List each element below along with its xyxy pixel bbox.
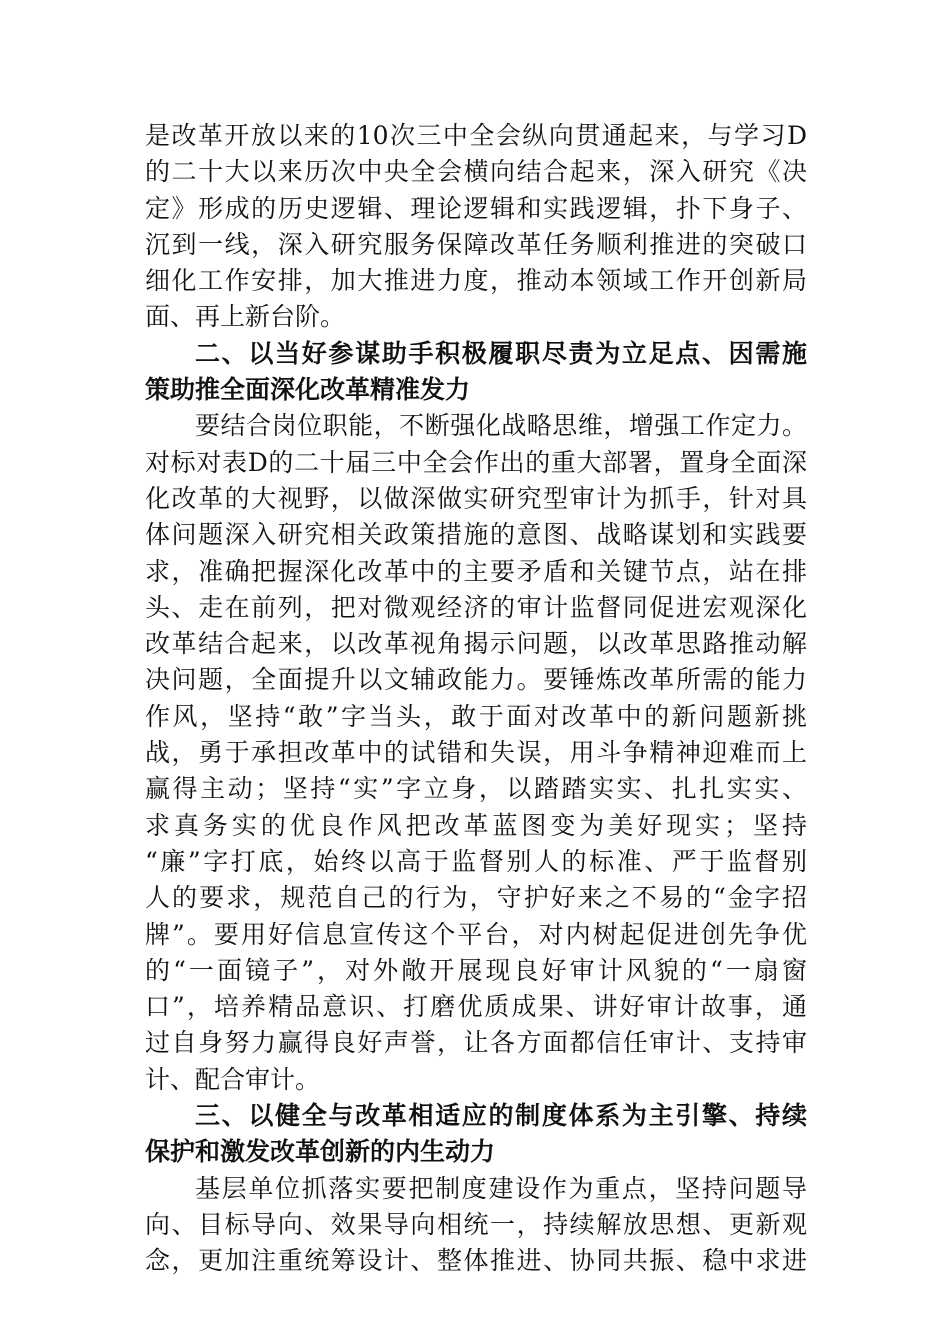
text-line: 的二十大以来历次中央全会横向结合起来，深入研究《决	[145, 157, 807, 187]
body-paragraph	[145, 1171, 807, 1280]
heading-line: 二、以当好参谋助手积极履职尽责为立足点、因需施	[195, 338, 807, 368]
text-line: 的“一面镜子”，对外敞开展现良好审计风貌的“一扇窗	[145, 955, 807, 985]
text-line: 面、再上新台阶。	[145, 302, 346, 332]
body-paragraph	[145, 118, 807, 336]
text-line: 赢得主动；坚持“实”字立身，以踏踏实实、扎扎实实、	[145, 774, 807, 804]
text-line: 头、走在前列，把对微观经济的审计监督同促进宏观深化	[145, 592, 807, 622]
heading-line: 三、以健全与改革相适应的制度体系为主引擎、持续	[195, 1101, 807, 1131]
text-line: 要结合岗位职能，不断强化战略思维，增强工作定力。	[195, 411, 807, 441]
text-line: 求，准确把握深化改革中的主要矛盾和关键节点，站在排	[145, 556, 807, 586]
body-paragraph	[145, 408, 807, 1098]
text-line: 体问题深入研究相关政策措施的意图、战略谋划和实践要	[145, 520, 807, 550]
text-line: 过自身努力赢得良好声誉，让各方面都信任审计、支持审	[145, 1028, 807, 1058]
text-line: 改革结合起来，以改革视角揭示问题，以改革思路推动解	[145, 629, 807, 659]
text-line: 求真务实的优良作风把改革蓝图变为美好现实；坚持	[145, 810, 807, 840]
text-line: 作风，坚持“敢”字当头，敢于面对改革中的新问题新挑	[145, 701, 807, 731]
text-line: 基层单位抓落实要把制度建设作为重点，坚持问题导	[195, 1173, 807, 1203]
text-line: 战，勇于承担改革中的试错和失误，用斗争精神迎难而上	[145, 738, 807, 768]
text-line: 化改革的大视野，以做深做实研究型审计为抓手，针对具	[145, 483, 807, 513]
text-line: 沉到一线，深入研究服务保障改革任务顺利推进的突破口	[145, 229, 807, 259]
text-line: 决问题，全面提升以文辅政能力。要锤炼改革所需的能力	[145, 665, 807, 695]
section-heading	[145, 1098, 807, 1171]
text-line: 是改革开放以来的10次三中全会纵向贯通起来，与学习D	[145, 121, 807, 150]
heading-line: 保护和激发改革创新的内生动力	[145, 1137, 496, 1167]
text-line: 牌”。要用好信息宣传这个平台，对内树起促进创先争优	[145, 919, 807, 949]
text-line: 对标对表D的二十届三中全会作出的重大部署，置身全面深	[145, 447, 807, 477]
section-heading	[145, 336, 807, 409]
text-line: 人的要求，规范自己的行为，守护好来之不易的“金字招	[145, 883, 807, 913]
text-line: 细化工作安排，加大推进力度，推动本领域工作开创新局	[145, 266, 807, 296]
text-line: 计、配合审计。	[145, 1064, 321, 1094]
text-line: 向、目标导向、效果导向相统一，持续解放思想、更新观	[145, 1209, 807, 1239]
heading-line: 策助推全面深化改革精准发力	[145, 375, 471, 405]
document-page	[145, 118, 807, 1280]
text-line: 念，更加注重统筹设计、整体推进、协同共振、稳中求进	[145, 1246, 807, 1276]
text-line: “廉”字打底，始终以高于监督别人的标准、严于监督别	[145, 846, 807, 876]
text-line: 口”，培养精品意识、打磨优质成果、讲好审计故事，通	[145, 992, 807, 1022]
text-line: 定》形成的历史逻辑、理论逻辑和实践逻辑，扑下身子、	[145, 193, 807, 223]
